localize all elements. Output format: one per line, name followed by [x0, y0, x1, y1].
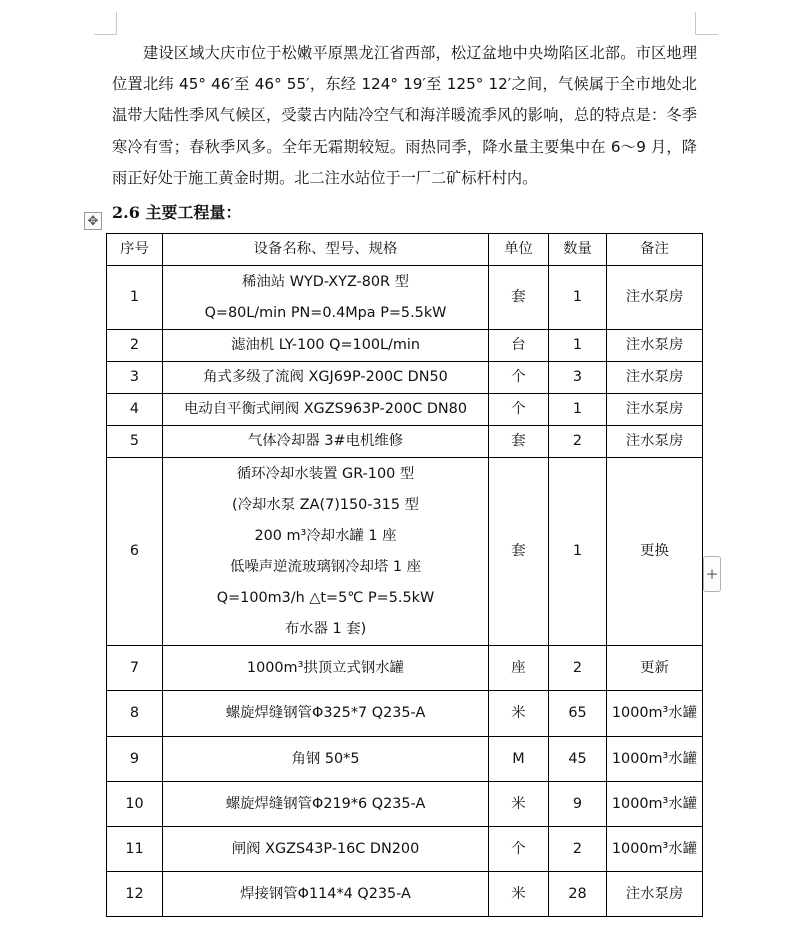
cell-note: 注水泵房: [607, 394, 703, 426]
cell-spec: [163, 691, 489, 737]
cell-unit: 个: [489, 394, 549, 426]
cell-spec: [163, 330, 489, 362]
cell-no: 10: [107, 782, 163, 827]
cell-qty: 45: [549, 737, 607, 782]
table-header-row: [107, 234, 703, 266]
spec-line: 循环冷却水装置 GR-100 型: [236, 465, 415, 482]
equipment-table: [106, 233, 703, 917]
spec-line: (冷却水泵 ZA(7)150-315 型: [232, 496, 419, 513]
cell-unit: 个: [489, 362, 549, 394]
spec-line: 布水器 1 套): [284, 620, 367, 637]
table-row: [107, 872, 703, 917]
spec-line: 低噪声逆流玻璃钢冷却塔 1 座: [230, 558, 421, 575]
spec-line: 闸阀 XGZS43P-16C DN200: [231, 840, 420, 857]
spec-line: 电动自平衡式闸阀 XGZS963P-200C DN80: [184, 401, 467, 417]
table-row: [107, 330, 703, 362]
spec-line: 螺旋焊缝钢管Φ219*6 Q235-A: [225, 795, 426, 812]
spec-line: Q=80L/min PN=0.4Mpa P=5.5kW: [204, 304, 447, 321]
cell-unit: 座: [489, 646, 549, 691]
cell-qty: 9: [549, 782, 607, 827]
table-row: [107, 266, 703, 330]
table-row: [107, 646, 703, 691]
cell-unit: 个: [489, 827, 549, 872]
spec-line: 滤油机 LY-100 Q=100L/min: [230, 337, 421, 353]
header-note: 备注: [607, 234, 703, 266]
cell-no: 11: [107, 827, 163, 872]
page-corner-mark-right: [695, 12, 718, 35]
spec-line: 气体冷却器 3#电机维修: [247, 433, 404, 449]
cell-unit: 套: [489, 266, 549, 330]
cell-qty: 28: [549, 872, 607, 917]
header-no: 序号: [107, 234, 163, 266]
cell-no: 7: [107, 646, 163, 691]
cell-unit: 台: [489, 330, 549, 362]
cell-unit: 米: [489, 782, 549, 827]
cell-no: 8: [107, 691, 163, 737]
cell-unit: 米: [489, 691, 549, 737]
spec-line: 稀油站 WYD-XYZ-80R 型: [241, 273, 410, 290]
cell-unit: 米: [489, 872, 549, 917]
cell-note: 1000m³水罐: [607, 737, 703, 782]
cell-no: 12: [107, 872, 163, 917]
cell-unit: 套: [489, 458, 549, 646]
body-paragraph: 建设区域大庆市位于松嫩平原黑龙江省西部，松辽盆地中央坳陷区北部。市区地理位置北纬 45° 46′至 46° 55′，东经 124° 19′至 125° 12′之间，气候属于全市地处北温带大陆性季风气候区，受蒙古内陆冷空气和海洋暖流季风的影响，总的特点是：冬季寒冷有雪；春秋季风多。全年无霜期较短。雨热同季，降水量主要集中在 6～9 月，降雨正好处于施工黄金时期。北二注水站位于一厂二矿标杆村内。: [112, 44, 697, 187]
cell-no: 4: [107, 394, 163, 426]
spec-line: 200 m³冷却水罐 1 座: [254, 527, 397, 544]
header-spec: 设备名称、型号、规格: [163, 234, 489, 266]
table-row: [107, 362, 703, 394]
cell-note: 注水泵房: [607, 872, 703, 917]
cell-note: 更换: [607, 458, 703, 646]
move-icon[interactable]: ✥: [84, 212, 102, 230]
cell-spec: [163, 782, 489, 827]
section-heading: 2.6 主要工程量：: [112, 203, 242, 222]
cell-spec: [163, 458, 489, 646]
cell-qty: 2: [549, 646, 607, 691]
cell-no: 5: [107, 426, 163, 458]
cell-note: 注水泵房: [607, 330, 703, 362]
page-corner-mark-left: [94, 12, 117, 35]
cell-qty: 3: [549, 362, 607, 394]
cell-spec: [163, 737, 489, 782]
cell-qty: 2: [549, 426, 607, 458]
table-row: [107, 737, 703, 782]
cell-qty: 1: [549, 458, 607, 646]
cell-spec: [163, 426, 489, 458]
cell-no: 2: [107, 330, 163, 362]
cell-note: 1000m³水罐: [607, 827, 703, 872]
cell-spec: [163, 646, 489, 691]
cell-no: 3: [107, 362, 163, 394]
add-column-icon[interactable]: +: [703, 556, 721, 592]
cell-spec: [163, 362, 489, 394]
table-row: [107, 782, 703, 827]
header-qty: 数量: [549, 234, 607, 266]
cell-qty: 1: [549, 330, 607, 362]
spec-line: 1000m³拱顶立式钢水罐: [246, 659, 405, 676]
cell-unit: 套: [489, 426, 549, 458]
cell-qty: 65: [549, 691, 607, 737]
cell-no: 9: [107, 737, 163, 782]
spec-line: 角钢 50*5: [291, 750, 360, 767]
cell-spec: [163, 266, 489, 330]
cell-note: 注水泵房: [607, 426, 703, 458]
cell-unit: M: [489, 737, 549, 782]
cell-note: 注水泵房: [607, 266, 703, 330]
spec-line: Q=100m3/h △t=5℃ P=5.5kW: [216, 589, 435, 606]
table-row: [107, 827, 703, 872]
header-unit: 单位: [489, 234, 549, 266]
cell-spec: [163, 394, 489, 426]
table-row: [107, 426, 703, 458]
cell-qty: 1: [549, 394, 607, 426]
cell-spec: [163, 872, 489, 917]
cell-note: 更新: [607, 646, 703, 691]
cell-note: 注水泵房: [607, 362, 703, 394]
cell-qty: 1: [549, 266, 607, 330]
cell-spec: [163, 827, 489, 872]
table-row: [107, 691, 703, 737]
cell-no: 1: [107, 266, 163, 330]
table-row: [107, 458, 703, 646]
spec-line: 螺旋焊缝钢管Φ325*7 Q235-A: [225, 705, 426, 721]
spec-line: 焊接钢管Φ114*4 Q235-A: [240, 885, 411, 902]
table-row: [107, 394, 703, 426]
spec-line: 角式多级了流阀 XGJ69P-200C DN50: [203, 369, 448, 385]
cell-qty: 2: [549, 827, 607, 872]
cell-no: 6: [107, 458, 163, 646]
cell-note: 1000m³水罐: [607, 691, 703, 737]
cell-note: 1000m³水罐: [607, 782, 703, 827]
